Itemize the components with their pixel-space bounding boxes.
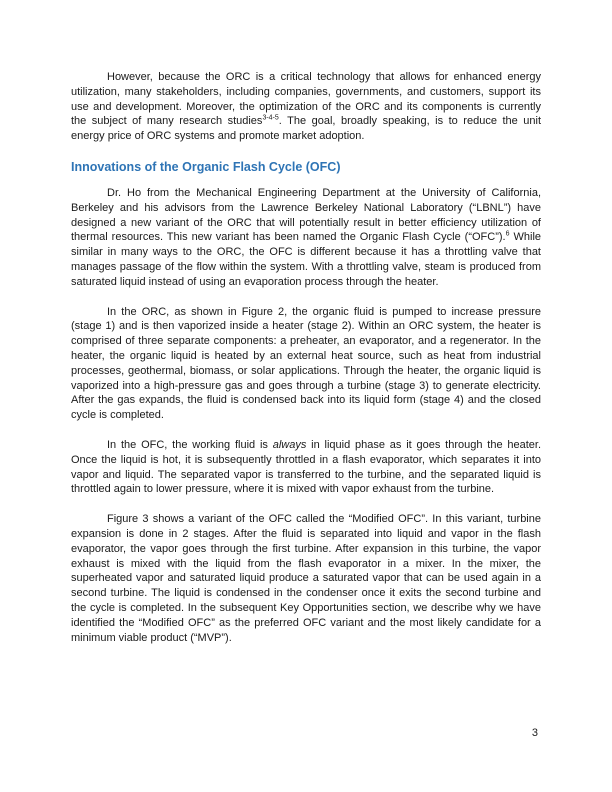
paragraph-modified-ofc: Figure 3 shows a variant of the OFC called the “Modified OFC”. In this variant, turbine expansion is done in 2 stages. After the fluid is separated into liquid and vapor in the flash evaporator, the vapor goes through the first turbine. After expansion in this turbine, the vapor exhaust is mixed with the liquid from the flash evaporator in a mixer. In the mixer, the superheated vapor and saturated liquid produce a saturated vapor that can be used again in a second turbine. The liquid is condensed in the condenser once it exits the second turbine and the cycle is completed. In the subsequent Key Opportunities section, we describe why we have identified the “Modified OFC” as the preferred OFC variant and the most likely candidate for a minimum viable product (“MVP”). <box>71 513 541 644</box>
paragraph-ofc-intro <box>71 186 541 290</box>
footnote-reference-6: 6 <box>505 230 510 238</box>
paragraph-text: Dr. Ho from the Mechanical Engineering Department at the University of California, Berkeley and his advisors from the Lawrence Berkeley National Laboratory (“LBNL”) have designed a new variant of the ORC that will potentially result in better efficiency utilization of thermal resources. This new variant has been named the Organic Flash Cycle (“OFC”). <box>71 186 541 244</box>
paragraph-text: . The goal, broadly speaking, is to reduce the unit energy price of ORC systems and promote market adoption. <box>71 115 541 143</box>
footnote-reference-3-4-5: 3-4-5 <box>262 114 279 122</box>
emphasized-word: always <box>272 438 307 451</box>
page-number: 3 <box>531 727 538 739</box>
paragraph-ofc-working-fluid <box>71 438 541 497</box>
paragraph-text: However, because the ORC is a critical technology that allows for enhanced energy utilization, many stakeholders, including companies, governments, and customers, support its use and development. Moreover, the optimization of the ORC and its components is currently the subject of many research studies <box>71 71 541 128</box>
paragraph-text: While similar in many ways to the ORC, the OFC is different because it has a throttling valve that manages passage of the flow within the system. With a throttling valve, steam is produced from saturated liquid instead of using an evaporation process through the heater. <box>71 231 542 288</box>
paragraph-text: in liquid phase as it goes through the heater. Once the liquid is hot, it is subsequently throttled in a flash evaporator, which separates it into vapor and liquid. The separated vapor is transferred to the turbine, and the separated liquid is throttled again to lower pressure, where it is mixed with vapor exhaust from the turbine. <box>71 438 542 496</box>
paragraph-orc-description: In the ORC, as shown in Figure 2, the organic fluid is pumped to increase pressure (stage 1) and is then vaporized inside a heater (stage 2). Within an ORC system, the heater is comprised of three separate components: a preheater, an evaporator, and a regenerator. In the heater, the organic liquid is heated by an external heat source, such as heat from industrial processes, geothermal, biomass, or solar applications. Through the heater, the organic liquid is vaporized into a high-pressure gas and goes through a turbine (stage 3) to generate electricity. After the gas expands, the fluid is condensed back into its liquid form (stage 4) and the closed cycle is completed. <box>71 305 541 422</box>
paragraph-orc-support <box>71 70 541 144</box>
page-content <box>71 70 541 660</box>
paragraph-text: In the OFC, the working fluid is <box>107 438 273 451</box>
section-heading: Innovations of the Organic Flash Cycle (OFC) <box>71 159 341 174</box>
